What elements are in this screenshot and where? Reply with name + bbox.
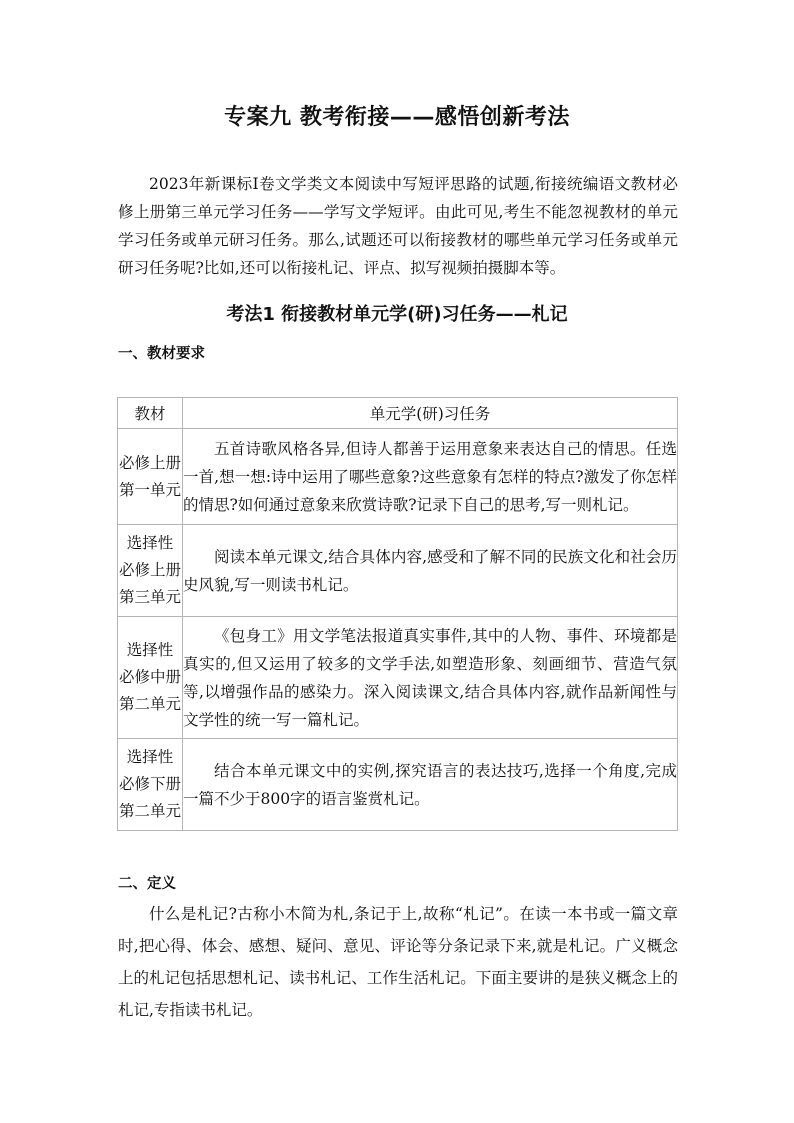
table-header-textbook: 教材	[118, 398, 183, 429]
table-header-task: 单元学(研)习任务	[183, 398, 678, 429]
table-row	[118, 525, 678, 617]
section-title: 考法1 衔接教材单元学(研)习任务——札记	[226, 304, 568, 325]
task-cell: 《包身工》用文学笔法报道真实事件,其中的人物、事件、环境都是真实的,但又运用了较多的文学手法,如塑造形象、刻画细节、营造气氛等,以增强作品的感染力。深入阅读课文,结合具体内容,就作品新闻性与文学性的统一写一篇札记。	[183, 617, 678, 739]
textbook-cell	[118, 739, 183, 831]
definition-paragraph: 什么是札记?古称小木简为札,条记于上,故称“札记”。在读一本书或一篇文章时,把心得、体会、感想、疑问、意见、评论等分条记录下来,就是札记。广义概念上的札记包括思想札记、读书札记、工作生活札记。下面主要讲的是狭义概念上的札记,专指读书札记。	[118, 905, 678, 1019]
textbook-line: 第二单元	[118, 802, 181, 820]
textbook-cell	[118, 525, 183, 617]
table-row	[118, 429, 678, 525]
task-cell: 阅读本单元课文,结合具体内容,感受和了解不同的民族文化和社会历史风貌,写一则读书札记。	[183, 525, 678, 617]
textbook-line: 选择性	[126, 641, 174, 659]
textbook-line: 第二单元	[118, 695, 181, 713]
table-row	[118, 617, 678, 739]
intro-paragraph: 2023年新课标Ⅰ卷文学类文本阅读中写短评思路的试题,衔接统编语文教材必修上册第三单元学习任务——学写文学短评。由此可见,考生不能忽视教材的单元学习任务或单元研习任务。那么,试题还可以衔接教材的哪些单元学习任务或单元研习任务呢?比如,还可以衔接札记、评点、拟写视频拍摄脚本等。	[118, 175, 678, 277]
textbook-line: 必修上册	[118, 453, 181, 472]
textbook-cell	[118, 429, 183, 525]
textbook-line: 选择性	[126, 534, 174, 552]
task-cell: 结合本单元课文中的实例,探究语言的表达技巧,选择一个角度,完成一篇不少于800字的语言鉴赏札记。	[183, 739, 678, 831]
table-header-row	[118, 398, 678, 429]
textbook-line: 第一单元	[118, 480, 181, 499]
definition-heading: 二、定义	[118, 876, 176, 892]
textbook-line: 第三单元	[118, 588, 181, 606]
textbook-line: 必修上册	[118, 561, 181, 579]
requirements-table	[117, 397, 678, 831]
task-cell: 五首诗歌风格各异,但诗人都善于运用意象来表达自己的情思。任选一首,想一想:诗中运用了哪些意象?这些意象有怎样的特点?激发了你怎样的情思?如何通过意象来欣赏诗歌?记录下自己的思考,写一则札记。	[183, 429, 678, 525]
textbook-line: 必修中册	[118, 668, 181, 686]
table-row	[118, 739, 678, 831]
page-title: 专案九 教考衔接——感悟创新考法	[224, 105, 570, 130]
textbook-cell	[118, 617, 183, 739]
textbook-line: 选择性	[126, 748, 174, 766]
requirements-heading: 一、教材要求	[118, 346, 205, 362]
textbook-line: 必修下册	[118, 775, 181, 793]
